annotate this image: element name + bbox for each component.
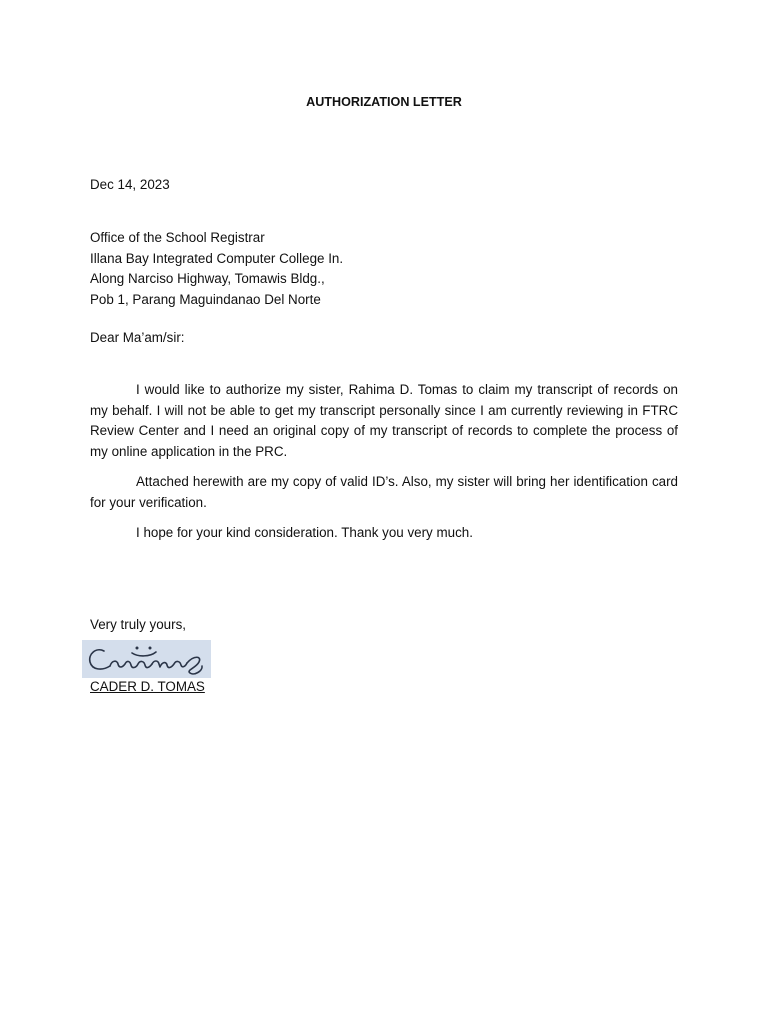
- address-line: Illana Bay Integrated Computer College In.: [90, 250, 344, 266]
- letter-body: [90, 380, 678, 554]
- closing: Very truly yours,: [90, 617, 186, 632]
- letter-title: AUTHORIZATION LETTER: [306, 95, 462, 109]
- body-paragraph: Attached herewith are my copy of valid ID’s. Also, my sister will bring her identification card for your verification.: [90, 474, 678, 510]
- address-line: Along Narciso Highway, Tomawis Bldg.,: [90, 271, 325, 286]
- recipient-address: [90, 228, 343, 310]
- salutation: Dear Ma’am/sir:: [90, 330, 185, 345]
- letter-date: Dec 14, 2023: [90, 177, 170, 192]
- body-paragraph: I hope for your kind consideration. Thank you very much.: [136, 525, 473, 540]
- address-line: Pob 1, Parang Maguindanao Del Norte: [90, 291, 321, 307]
- signer-name: CADER D. TOMAS: [90, 679, 205, 694]
- body-paragraph: I would like to authorize my sister, Rahima D. Tomas to claim my transcript of records on my behalf. I will not be able to get my transcript personally since I am currently reviewing in FTRC Review Center and I need an original copy of my transcript of records to complete the process of my online application in the PRC.: [90, 382, 678, 459]
- signature-scribble: [82, 640, 211, 678]
- signature-image: [82, 640, 211, 678]
- address-line: Office of the School Registrar: [90, 230, 265, 245]
